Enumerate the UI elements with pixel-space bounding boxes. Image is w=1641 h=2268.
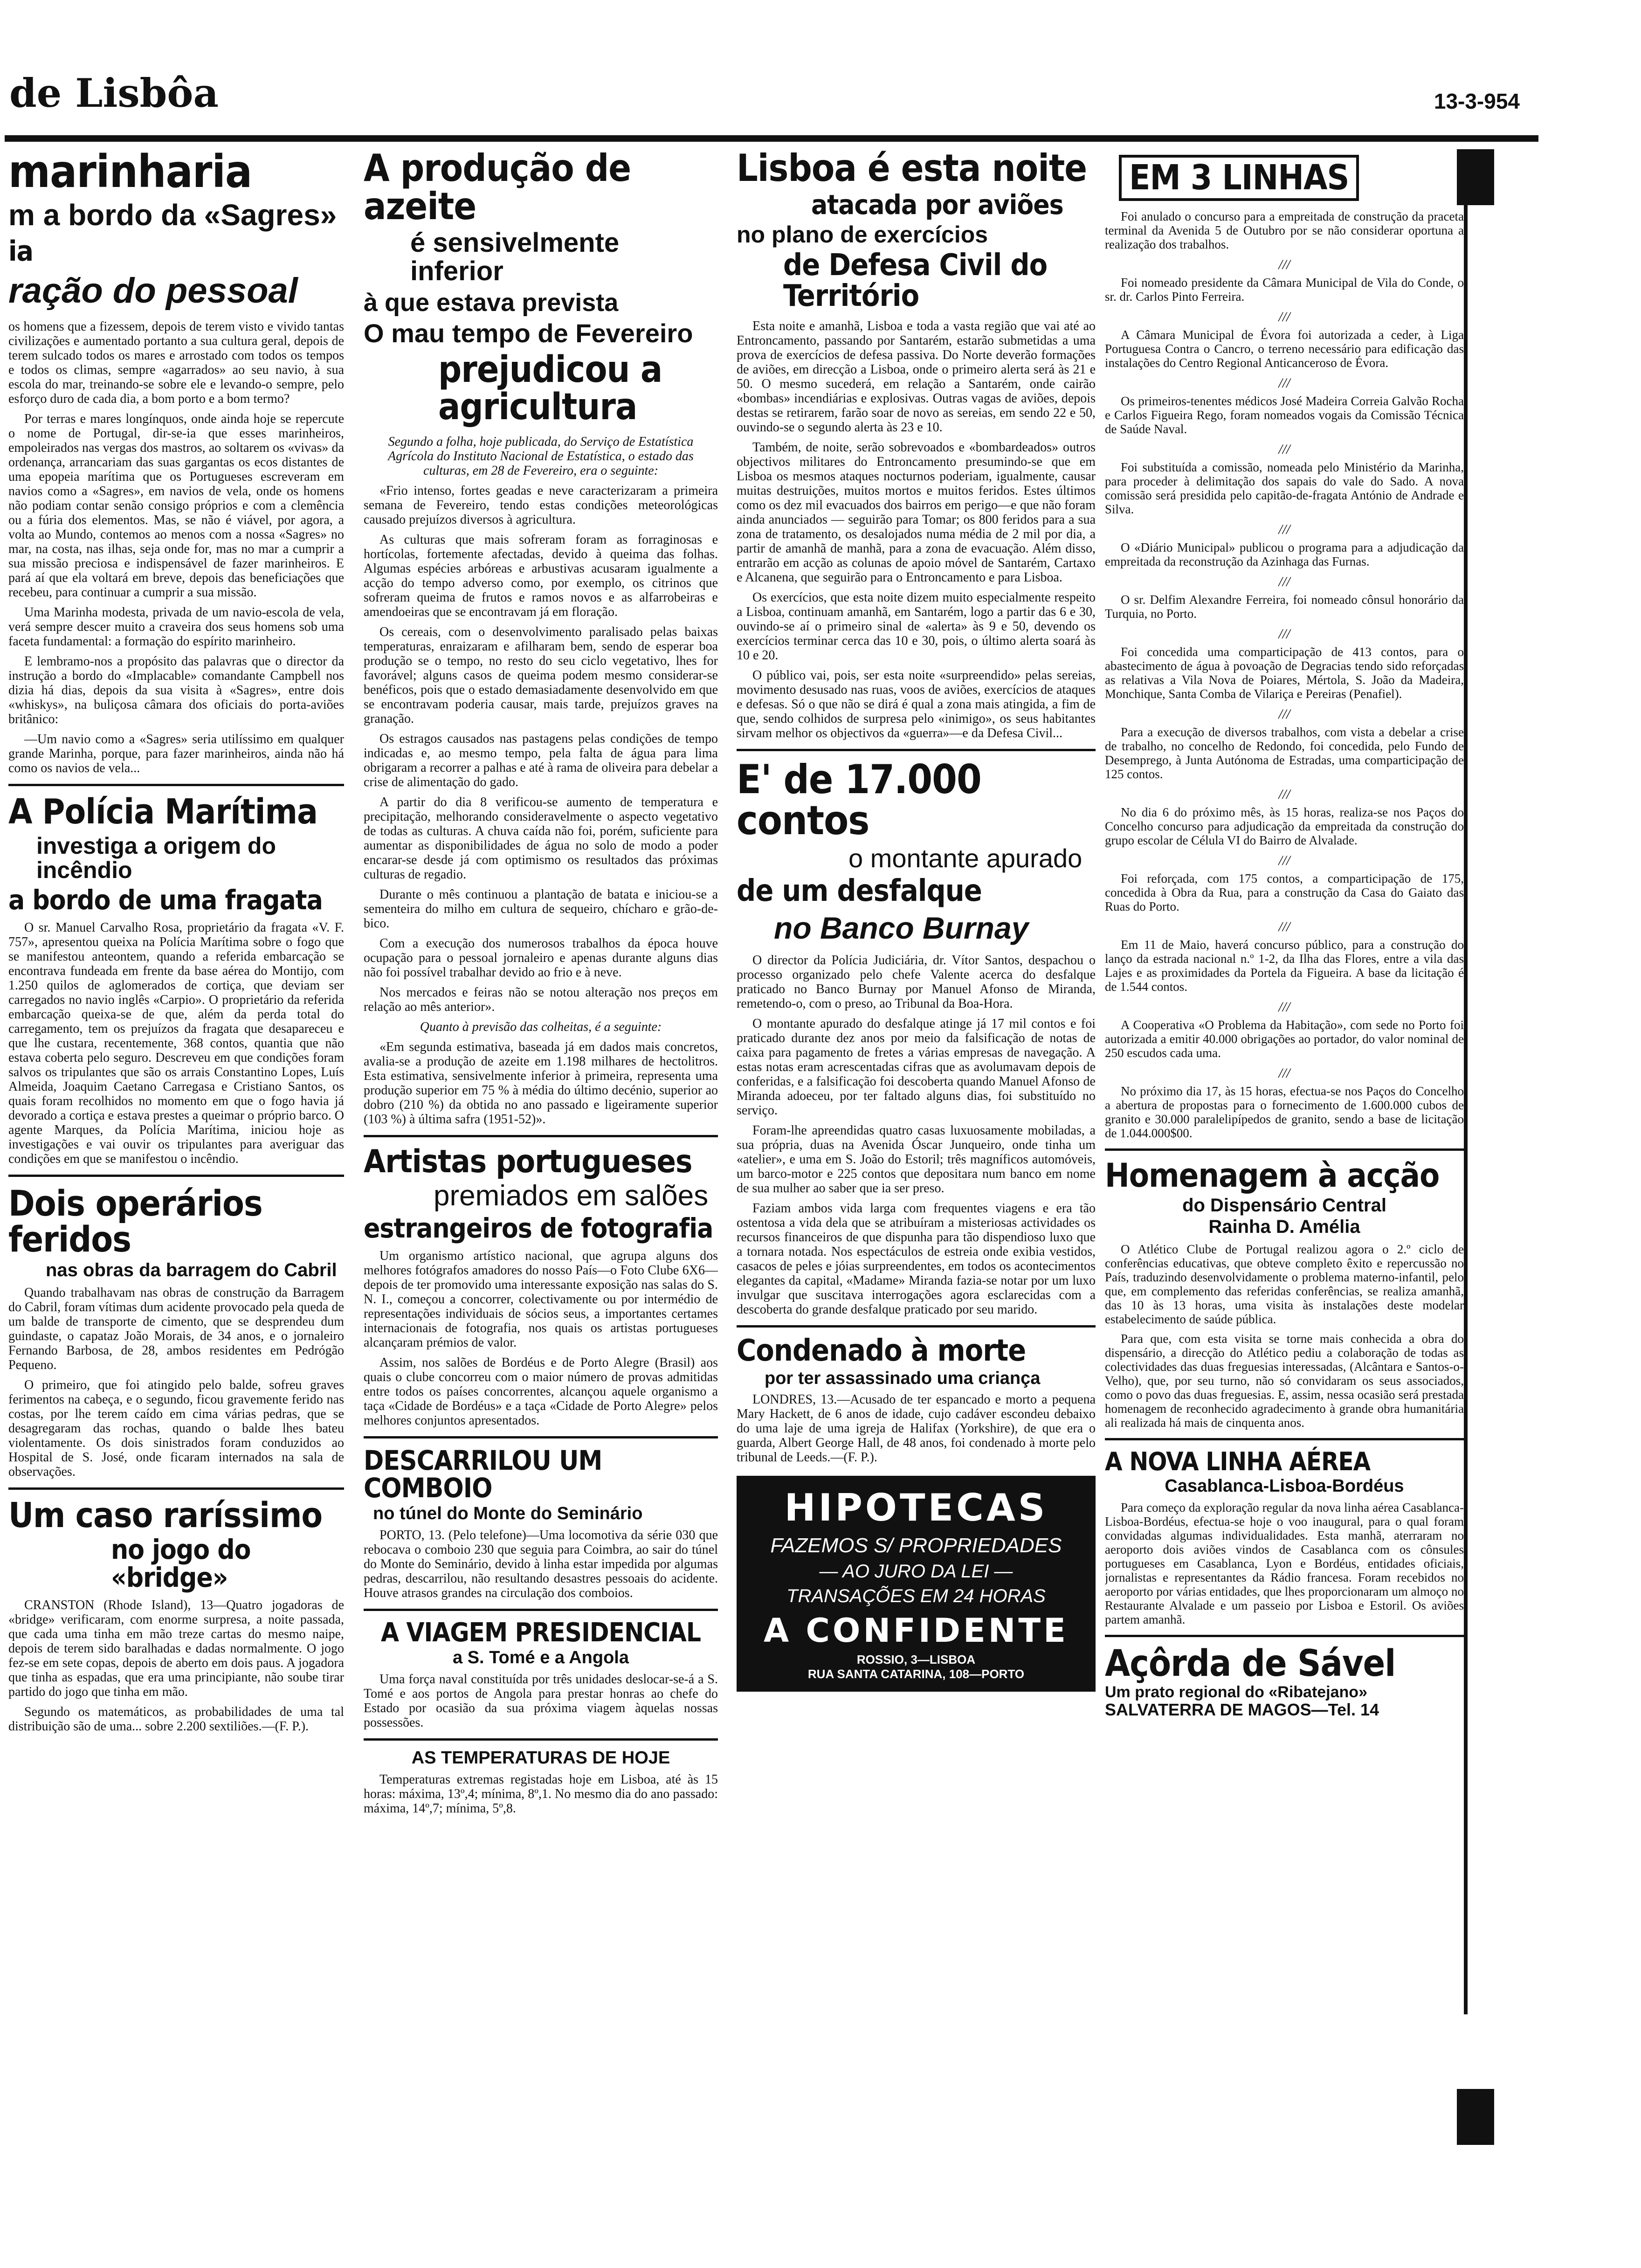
article-paragraph: Com a execução dos numerosos trabalhos da época houve ocupação para o pessoal jornaleiro e apenas durante alguns dias não foi possível trabalhar devido ao frio e à neve. [364, 936, 718, 980]
article-paragraph: Uma Marinha modesta, privada de um navio-escola de vela, verá sempre descer muito a craveira dos seus homens sob uma faceta fundamental: a formação do espírito marinheiro. [8, 605, 344, 649]
divider [8, 1175, 344, 1177]
article-paragraph: Quando trabalhavam nas obras de construção da Barragem do Cabril, foram vítimas dum acidente provocado pela queda de um balde de transporte de cimento, que se desprendeu dum guindaste, o capataz João Morais, de 34 anos, e o jornaleiro Fernando Barbosa, de 28, ambos residentes em Pedrógão Pequeno. [8, 1285, 344, 1372]
brief-item: O «Diário Municipal» publicou o programa para a adjudicação da empreitada da reconstrução da Azinhaga das Furnas. [1105, 540, 1464, 569]
brief-item: Os primeiros-tenentes médicos José Madeira Correia Galvão Rocha e Carlos Figueira Rego, foram nomeados vogais da Comissão Técnica de Saúde Naval. [1105, 394, 1464, 436]
article-paragraph: CRANSTON (Rhode Island), 13—Quatro jogadoras de «bridge» verificaram, com enorme surpresa, a noite passada, que cada uma tinha em mão treze cartas do mesmo naipe, depois de terem sido baralhadas e dadas normalmente. O jogo fez-se em sete copas, depois de aberto em dois paus. A jogadora que tinha as espadas, que era uma principiante, não soube tirar partido do jogo que tinha em mão. [8, 1597, 344, 1699]
article-paragraph: Nos mercados e feiras não se notou alteração nos preços em relação ao mês anterior». [364, 985, 718, 1014]
column-1 [8, 149, 344, 2201]
ad-line: FAZEMOS S/ PROPRIEDADES [770, 1534, 1062, 1557]
column-4 [1105, 149, 1464, 2201]
classified-ad-hipotecas [737, 1476, 1096, 1692]
divider [364, 1609, 718, 1611]
brief-separator: /// [1278, 626, 1290, 642]
issue-date: 13-3-954 [1434, 89, 1520, 113]
headline: Dois operários feridos [8, 1182, 262, 1260]
headline: Lisboa é esta noite [737, 149, 1087, 190]
subheadline: prejudicou a agricultura [438, 349, 662, 428]
headline: Artistas portugueses [364, 1143, 692, 1180]
subheadline: Casablanca-Lisboa-Bordéus [1165, 1476, 1404, 1496]
subheadline: premiados em salões [434, 1179, 709, 1212]
divider [364, 1135, 718, 1137]
ad-title: Açôrda de Sável [1105, 1642, 1396, 1685]
divider [737, 1325, 1096, 1328]
subheadline: o montante apurado [848, 844, 1083, 873]
brief-item: Foi anulado o concurso para a empreitada de construção da praceta terminal da Avenida 5 de Outubro por se não considerar oportuna a realização dos trabalhos. [1105, 209, 1464, 252]
headline: AS TEMPERATURAS DE HOJE [411, 1748, 670, 1768]
brief-item: Foi reforçada, com 175 contos, a comparticipação de 175, concedida à Obra da Rua, para a construção da Casa do Gaiato das Ruas do Porto. [1105, 871, 1464, 914]
article-paragraph: Os estragos causados nas pastagens pelas condições de tempo indicadas e, ao mesmo tempo, pela falta de água para lima obrigaram a recorrer a palhas e até à rama de oliveira para debelar a crise de alimentação do gado. [364, 731, 718, 789]
subheadline: de um desfalque [737, 874, 982, 909]
headline: Homenagem à acção [1105, 1156, 1440, 1195]
article-paragraph: LONDRES, 13.—Acusado de ter espancado e morto a pequena Mary Hackett, de 6 anos de idade, cujo cadáver escondeu debaixo do uma laje de uma igreja de Halifax (Yorkshire), de que era o guarda, Albert George Hall, de 48 anos, foi condenado à morte pelo tribunal de Leeds.—(F. P.). [737, 1392, 1096, 1465]
divider [8, 784, 344, 786]
brief-item: Foi substituída a comissão, nomeada pelo Ministério da Marinha, para proceder à delimitação dos sapais do vale do Sado. A nova comissão será presidida pelo capitão-de-fragata António de Andrade e Silva. [1105, 460, 1464, 517]
article-paragraph: Faziam ambos vida larga com frequentes viagens e era tão ostentosa a vida dela que se atribuíram a misteriosas actividades os recursos financeiros de que dispunha para tão dispendioso luxo que a tornara notada. Nos espectáculos de estreia onde exibia vestidos, casacos de peles e jóias surpreendentes, em todos os acontecimentos elegantes da capital, «Madame» Miranda fazia-se notar por um luxo invulgar que suscitava interrogações agora esclarecidas com a descoberta do grande desfalque praticado por seu marido. [737, 1201, 1096, 1317]
lead-paragraph: Segundo a folha, hoje publicada, do Serviço de Estatística Agrícola do Instituto Nacional de Estatística, o estado das culturas, em 28 de Fevereiro, era o seguinte: [388, 434, 694, 478]
brief-separator: /// [1278, 999, 1290, 1015]
headline: A Polícia Marítima [8, 792, 317, 832]
divider [737, 749, 1096, 751]
headline: marinharia [8, 149, 252, 198]
brief-separator: /// [1278, 309, 1290, 325]
article-paragraph: —Um navio como a «Sagres» seria utilíssimo em qualquer grande Marinha, porque, para fazer marinheiros, ainda não há como os navios de vela... [8, 732, 344, 776]
article-paragraph: Os cereais, com o desenvolvimento paralisado pelas baixas temperaturas, enraizaram e afilharam bem, sendo de esperar boa produção se o tempo, no resto do seu ciclo vegetativo, lhes for favorável; alguns casos de queima podem mesmo considerar-se benéficos, pois que o estado demasiadamente desenvolvido em que se encontravam poderia causar, mais tarde, prejuízos graves na granação. [364, 624, 718, 726]
masthead: de Lisbôa [9, 70, 219, 116]
subheadline: ia [8, 235, 33, 268]
article-paragraph: Para começo da exploração regular da nova linha aérea Casablanca-Lisboa-Bordéus, efectua-se hoje o voo inaugural, para o qual foram convidadas algumas individualidades. Esta manhã, aterraram no aeroporto dois aviões vindos de Casablanca com os cônsules portugueses em Casablanca, Lyon e Bordéus, entidades oficiais, jornalistas e representantes da Rádio francesa. Foram recebidos no aeroporto por várias entidades, que lhes proporcionaram um almoço no Restaurante Alvalade e um passeio por Lisboa e Estoril. Os aviões partem amanhã. [1105, 1500, 1464, 1626]
article-paragraph: O Atlético Clube de Portugal realizou agora o 2.º ciclo de conferências educativas, que obteve completo êxito e repercussão no País, traduzindo desenvolvidamente o problema materno-infantil, pelo que, em complemento das referidas conferências, se realiza amanhã, das 10 às 13 horas, uma visita às instalações deste modelar estabelecimento de saúde pública. [1105, 1242, 1464, 1326]
brief-separator: /// [1278, 375, 1290, 391]
subheadline: à que estava prevista [364, 288, 619, 317]
column-3 [737, 149, 1096, 2201]
article-paragraph: A partir do dia 8 verificou-se aumento de temperatura e precipitação, melhorando consideravelmente o aspecto vegetativo de todas as culturas. A chuva caída não foi, porém, suficiente para aumentar as disponibilidades de água no solo de modo a poder encarar-se desde já com optimismo os resultados das próximas culturas de regadio. [364, 795, 718, 882]
article-paragraph: Foram-lhe apreendidas quatro casas luxuosamente mobiladas, a sua própria, duas na Avenida Óscar Junqueiro, onde tinha um «atelier», e uma em S. João do Estoril; três magníficos automóveis, um barco-motor e 225 contos que depositara num banco em nome de sua mulher ao saber que ia ser preso. [737, 1123, 1096, 1196]
subheadline: de Defesa Civil do Território [783, 248, 1048, 313]
divider [1105, 1148, 1464, 1151]
article-paragraph: Temperaturas extremas registadas hoje em Lisboa, até às 15 horas: máxima, 13º,4; mínima, 8º,1. No mesmo dia do ano passado: máxima, 14º,7; mínima, 5º,8. [364, 1772, 718, 1816]
ad-line: TRANSAÇÕES EM 24 HORAS [786, 1586, 1046, 1607]
brief-separator: /// [1278, 853, 1290, 869]
brief-item: Foi nomeado presidente da Câmara Municipal de Vila do Conde, o sr. dr. Carlos Pinto Ferreira. [1105, 276, 1464, 304]
brief-item: A Câmara Municipal de Évora foi autorizada a ceder, à Liga Portuguesa Contra o Cancro, o terreno necessário para edificação das instalações do Centro Regional Anticanceroso de Évora. [1105, 328, 1464, 370]
subheadline: nas obras da barragem do Cabril [46, 1259, 337, 1280]
divider [8, 1487, 344, 1490]
article-paragraph: Segundo os matemáticos, as probabilidades de uma tal distribuição são de uma... sobre 2.200 sextiliões.—(F. P.). [8, 1704, 344, 1734]
headline: A VIAGEM PRESIDENCIAL [380, 1618, 701, 1648]
ad-line: Um prato regional do «Ribatejano» [1105, 1683, 1367, 1701]
subheadline: ração do pessoal [8, 271, 298, 311]
article-paragraph: Os exercícios, que esta noite dizem muito especialmente respeito a Lisboa, continuam amanhã, em Santarém, logo a partir das 6 e 30, ouvindo-se aí o primeiro sinal de «alerta» às 9 e 50, devendo os exercícios terminar cerca das 10 e 30, pois, o último alerta soará às 10 e 20. [737, 590, 1096, 663]
brief-item: O sr. Delfim Alexandre Ferreira, foi nomeado cônsul honorário da Turquia, no Porto. [1105, 593, 1464, 621]
brief-separator: /// [1278, 787, 1290, 802]
subheadline: investiga a origem do incêndio [36, 832, 276, 884]
brief-item: No próximo dia 17, às 15 horas, efectua-se nos Paços do Concelho a abertura de propostas para o fornecimento de 1.600.000 cubos de granito e 30.000 paralelipípedos de granito, sendo a base de licitação de 1.044.000$00. [1105, 1084, 1464, 1141]
article-paragraph: «Frio intenso, fortes geadas e neve caracterizaram a primeira semana de Fevereiro, tendo estas condições meteorológicas causado prejuízos diversos à agricultura. [364, 483, 718, 527]
article-paragraph: PORTO, 13. (Pelo telefone)—Uma locomotiva da série 030 que rebocava o comboio 230 que seguia para Coimbra, ao sair do túnel do Monte do Seminário, devido à linha estar impedida por algumas pedras, descarrilou, não resultando desastres pessoais do acidente. Houve atrasos grandes na circulação dos comboios. [364, 1528, 718, 1601]
brief-separator: /// [1278, 574, 1290, 590]
subheadline: no jogo do «bridge» [111, 1534, 251, 1593]
article-paragraph: Por terras e mares longínquos, onde ainda hoje se repercute o nome de Portugal, dir-se-ia que esses marinheiros, empoleirados nas vergas dos mastros, ao soltarem os «vivas» da ordenança, arrancariam das suas gargantas os ecos distantes de uma epopeia marítima que os Portugueses escreveram em navios como a «Sagres», em navios de vela, onde os homens não podiam contar senão consigo próprios e com a clemência ou a fúria dos elementos. Mas, se não é viável, por agora, a volta ao Mundo, contemos ao menos com a nossa «Sagres» no mar, na costa, nas ilhas, seja onde for, mas no mar a cumprir a sua missão preciosa e indispensável de fazer marinheiros. E pará aí que ela voltará em breve, depois das beneficiações que recebeu, para continuar a cumprir a sua missão. [8, 412, 344, 600]
right-frame-bar [1457, 149, 1494, 2145]
brief-item: A Cooperativa «O Problema da Habitação», com sede no Porto foi autorizada a emitir 40.000 obrigações ao portador, do valor nominal de 250 escudos cada uma. [1105, 1018, 1464, 1060]
section-title: EM 3 LINHAS [1129, 158, 1349, 198]
top-rule [5, 135, 1538, 142]
subheadline: O mau tempo de Fevereiro [364, 318, 693, 348]
article-paragraph: Também, de noite, serão sobrevoados e «bombardeados» outros objectivos militares do Entroncamento presumindo-se que em Lisboa os mesmos ataques nocturnos poderiam, igualmente, causar muitas destruições, muitos mortos e muitos feridos. Estes últimos como os dez mil evacuados dos bairros em perigo—e que não foram ainda anunciados — seguirão para Tomar; os 800 feridos para a sua zona de tratamento, os desalojados numa média de 2 mil por dia, a partir de amanhã de manhã, para a zona de evacuação. Além disso, entrarão em acção as colunas de apoio móvel de Santarém, Cartaxo e Alcanena, que seguirão para o Entroncamento e para Lisboa. [737, 440, 1096, 585]
subheadline: estrangeiros de fotografia [364, 1212, 713, 1244]
headline: A NOVA LINHA AÉREA [1105, 1446, 1371, 1476]
subheadline: por ter assassinado uma criança [765, 1368, 1041, 1388]
subheadline: a S. Tomé e a Angola [453, 1648, 629, 1668]
column-2 [364, 149, 718, 2201]
subheadline: atacada por aviões [811, 188, 1063, 221]
article-paragraph: O público vai, pois, ser esta noite «surpreendido» pelas sereias, movimento desusado nas ruas, voos de aviões, exercícios de ataques e defesas. Só o que não se dirá é qual a zona mais atingida, a fim de que, sendo colhidos de surpresa pelo «inimigo», os seus habitantes sirvam melhor os objectivos da «guerra»—e da Defesa Civil... [737, 668, 1096, 740]
article-paragraph: Um organismo artístico nacional, que agrupa alguns dos melhores fotógrafos amadores do nosso País—o Foto Clube 6X6—depois de ter promovido uma interessante exposição nas salas do S. N. I., começou a concorrer, colectivamente ou por intermédio de representações individuais de sócios seus, a importantes certames internacionais de fotografia, nos quais os artistas portugueses alcançaram prémios de valor. [364, 1249, 718, 1350]
ad-brand: A CONFIDENTE [764, 1611, 1069, 1650]
brief-item: Em 11 de Maio, haverá concurso público, para a construção do lanço da estrada nacional n.º 1-2, da Ilha das Flores, entre a vila das Lajes e as proximidades da Portela da Figueira. A base da licitação é de 1.544 contos. [1105, 938, 1464, 994]
ad-title: HIPOTECAS [784, 1486, 1048, 1530]
article-paragraph: Durante o mês continuou a plantação de batata e iniciou-se a sementeira do milho em cultura de sequeiro, chícharo e grão-de-bico. [364, 887, 718, 931]
divider [1105, 1635, 1464, 1637]
article-paragraph: Uma força naval constituída por três unidades deslocar-se-á a S. Tomé e aos portos de Angola para prestar honras ao chefe do Estado por ocasião da sua próxima viagem àquelas nossas possessões. [364, 1672, 718, 1730]
brief-separator: /// [1278, 1065, 1290, 1081]
subheadline: m a bordo da «Sagres» [8, 198, 337, 232]
headline: A produção de azeite [364, 149, 631, 228]
subheadline: do Dispensário Central [1182, 1195, 1386, 1216]
article-paragraph: os homens que a fizessem, depois de terem visto e vivido tantas civilizações e aumentado portanto a sua cultura geral, depois de terem sulcado todos os mares e arrostado com todos os tempos e todos os climas, sempre «agarrados» ao seu navio, à sua escola do mar, treinando-se sobre ele e levando-o sempre, pelo esforço duro de cada dia, a bom porto e a bom termo? [8, 319, 344, 407]
brief-item: Para a execução de diversos trabalhos, com vista a debelar a crise de trabalho, no concelho de Redondo, foi concedida, pelo Fundo de Desemprego, à Junta Autónoma de Estradas, uma comparticipação de 125 contos. [1105, 725, 1464, 781]
headline: Condenado à morte [737, 1334, 1026, 1369]
frame-block [1457, 149, 1494, 205]
ad-address: RUA SANTA CATARINA, 108—PORTO [807, 1667, 1025, 1681]
ad-line: — AO JURO DA LEI — [819, 1561, 1013, 1582]
frame-block [1457, 2089, 1494, 2145]
article-paragraph: O sr. Manuel Carvalho Rosa, proprietário da fragata «V. F. 757», apresentou queixa na Polícia Marítima sobre o fogo que se manifestou anteontem, quando a referida embarcação se encontrava fundeada em frente da base aérea do Montijo, com 1.250 quilos de aglomerados de cortiça, que deviam ser carregados no navio inglês «Carpio». O proprietário da referida embarcação queixa-se de que, além da perda total do carregamento, tem os prejuízos da fragata que desapareceu e que lhe custara, recentemente, 368 contos, quantia que não estava coberta pelo seguro. Descreveu em que condições foram salvos os tripulantes que são os arrais Constantino Lopes, Luís Almeida, Joaquim Caetano Carregasa e Cristiano Santos, os quais foram recolhidos no momento em que o fogo havia já devorado a cortiça e estava prestes a queimar o próprio barco. O agente Marques, da Polícia Marítima, iniciou hoje as investigações e vai ouvir os tripulantes para averiguar das condições em que se manifestou o incêndio. [8, 920, 344, 1166]
subheadline: a bordo de uma fragata [8, 884, 323, 916]
subheadline: no túnel do Monte do Seminário [373, 1504, 643, 1524]
headline: E' de 17.000 contos [737, 756, 981, 844]
ad-address: ROSSIO, 3—LISBOA [856, 1653, 976, 1667]
headline: Um caso raríssimo [8, 1495, 323, 1535]
article-paragraph: As culturas que mais sofreram foram as forraginosas e hortícolas, fortemente afectadas, devido à queima das folhas. Algumas espécies arbóreas e arbustivas acusaram igualmente a acção do tempo adverso como, por exemplo, os citrinos que sofreram queima de frutos e ramos novos e as alfarrobeiras e amendoeiras que se encontravam já em floração. [364, 532, 718, 619]
subheadline: no plano de exercícios [737, 221, 988, 248]
article-paragraph: O primeiro, que foi atingido pelo balde, sofreu graves ferimentos na cabeça, e o segundo, ficou gravemente ferido nas costas, por lhe terem caído em cima várias pedras, que se desagregaram das rochas, quando o balde lhes bateu violentamente. Os dois sinistrados foram conduzidos ao Hospital de S. José, onde ficaram internados na sala de observações. [8, 1377, 344, 1479]
right-frame-rule [1464, 205, 1468, 2014]
subheadline: é sensivelmente inferior [410, 228, 620, 287]
divider [1105, 1438, 1464, 1440]
section-box-em-3-linhas [1119, 155, 1359, 201]
article-paragraph: O montante apurado do desfalque atinge já 17 mil contos e foi praticado durante dez anos por meio da falsificação de notas de caixa para pagamento de fretes a várias empresas de navegação. A estas notas eram acrescentadas cifras que as avolumavam depois de conferidas, e a falsificação foi descoberta quando Manuel Afonso de Miranda adoeceu, por ter faltado alguns dias, foi substituído no serviço. [737, 1016, 1096, 1118]
subheadline: Rainha D. Amélia [1208, 1216, 1360, 1237]
subheadline: no Banco Burnay [774, 911, 1029, 946]
article-paragraph: Assim, nos salões de Bordéus e de Porto Alegre (Brasil) aos quais o clube concorreu com o maior número de provas admitidas entre todos os países concorrentes, alcançou aquele organismo a taça «Cidade de Bordéus» e a taça «Cidade de Porto Alegre» pelos melhores conjuntos apresentados. [364, 1355, 718, 1428]
article-paragraph: E lembramo-nos a propósito das palavras que o director da instrução a bordo do «Implacable» comandante Campbell nos dizia há dias, depois da sua visita à «Sagres», entre dois «whiskys», na buliçosa câmara dos oficiais do porta-aviões britânico: [8, 654, 344, 727]
article-paragraph: Para que, com esta visita se torne mais conhecida a obra do dispensário, a direcção do Atlético pediu a colaboração de todas as colectividades das duas freguesias interessadas, (Alcântara e Santos-o-Velho), que, por seu turno, não só convidaram os seus associados, como o povo das duas freguesias. E, assim, nessa ocasião será prestada homenagem de reconhecido agradecimento à grande obra humanitária ali realizada há mais de cinquenta anos. [1105, 1331, 1464, 1430]
article-paragraph: Esta noite e amanhã, Lisboa e toda a vasta região que vai até ao Entroncamento, passando por Santarém, estarão submetidas a uma prova de exercícios de defesa passiva. Do Norte deverão formações de aviões, em direcção a Lisboa, onde o primeiro alerta será às 21 e 50. O mesmo sucederá, em relação a Santarém, onde cairão «bombas» incendiárias e explosivas. Outras vagas de aviões, depois destas se retirarem, farão soar de novo as sereias, em sendo 22 e 50, ouvindo-se o segundo alerta às 23 e 10. [737, 318, 1096, 435]
brief-separator: /// [1278, 919, 1290, 935]
divider [364, 1738, 718, 1741]
article-paragraph: O director da Polícia Judiciária, dr. Vítor Santos, despachou o processo organizado pelo chefe Valente acerca do desfalque praticado no Banco Burnay por Manuel Afonso de Miranda, remetendo-o, com o preso, ao Tribunal da Boa-Hora. [737, 953, 1096, 1011]
brief-item: No dia 6 do próximo mês, às 15 horas, realiza-se nos Paços do Concelho concurso para adjudicação da empreitada da construção do grupo escolar de Célula VI do Bairro de Alvalade. [1105, 805, 1464, 848]
brief-item: Foi concedida uma comparticipação de 413 contos, para o abastecimento de água à povoação de Degracias tendo sido reforçadas as relativas a Vila Nova de Poiares, Mértola, S. João da Madeira, Monchique, Santa Comba de Vilariça e Pereiras (Penafiel). [1105, 645, 1464, 701]
brief-separator: /// [1278, 522, 1290, 538]
divider [364, 1436, 718, 1438]
article-paragraph: «Em segunda estimativa, baseada já em dados mais concretos, avalia-se a produção de azeite em 1.198 milhares de hectolitros. Esta estimativa, sensivelmente inferior à primeira, representa uma produção superior em 75 % à média do último decénio, superior ao dobro (210 %) da obtida no ano passado e ligeiramente superior (103 %) à última safra (1951-52)». [364, 1039, 718, 1127]
brief-separator: /// [1278, 257, 1290, 273]
ad-line: SALVATERRA DE MAGOS—Tel. 14 [1105, 1700, 1379, 1720]
subhead-italic: Quanto à previsão das colheitas, é a seguinte: [420, 1019, 662, 1034]
brief-separator: /// [1278, 706, 1290, 722]
headline: DESCARRILOU UM COMBOIO [364, 1445, 602, 1504]
brief-separator: /// [1278, 442, 1290, 457]
